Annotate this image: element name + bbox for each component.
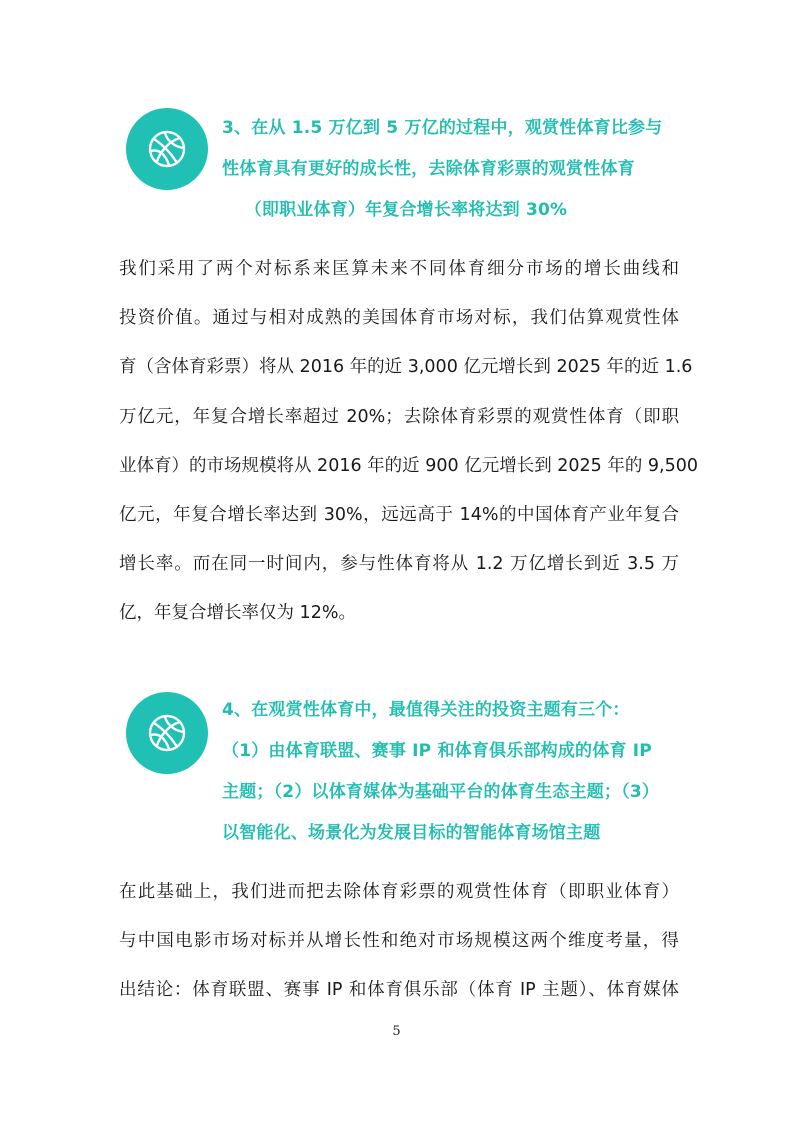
paragraph-line: 投资价值。通过与相对成熟的美国体育市场对标，我们估算观赏性体 — [119, 308, 679, 329]
basketball-icon — [126, 108, 208, 190]
page-number: 5 — [392, 1024, 401, 1039]
title-line: 以智能化、场景化为发展目标的智能体育场馆主题 — [222, 823, 601, 843]
title-line: 3、在从 1.5 万亿到 5 万亿的过程中，观赏性体育比参与 — [222, 118, 663, 138]
section-3-paragraph — [119, 245, 699, 639]
paragraph-line: 亿元，年复合增长率达到 30%，远远高于 14%的中国体育产业年复合 — [119, 505, 679, 526]
title-line: （1）由体育联盟、赛事 IP 和体育俱乐部构成的体育 IP — [222, 741, 652, 761]
paragraph-line: 在此基础上，我们进而把去除体育彩票的观赏性体育（即职业体育） — [119, 882, 679, 902]
paragraph-line: 万亿元，年复合增长率超过 20%；去除体育彩票的观赏性体育（即职 — [119, 406, 679, 427]
section-4-paragraph — [119, 868, 679, 1016]
paragraph-line: 增长率。而在同一时间内，参与性体育将从 1.2 万亿增长到近 3.5 万 — [119, 554, 679, 575]
basketball-icon — [126, 692, 208, 774]
section-3-title — [222, 108, 686, 231]
title-line: 主题；（2）以体育媒体为基础平台的体育生态主题；（3） — [222, 782, 660, 802]
paragraph-line: 育（含体育彩票）将从 2016 年的近 3,000 亿元增长到 2025 年的近 1.6 — [119, 357, 693, 378]
paragraph-line: 我们采用了两个对标系来匡算未来不同体育细分市场的增长曲线和 — [119, 259, 679, 279]
title-line: （即职业体育）年复合增长率将达到 30% — [244, 200, 568, 220]
paragraph-line: 业体育）的市场规模将从 2016 年的近 900 亿元增长到 2025 年的 9,500 — [119, 455, 699, 476]
paragraph-line: 出结论：体育联盟、赛事 IP 和体育俱乐部（体育 IP 主题）、体育媒体 — [119, 980, 679, 1001]
paragraph-line: 亿，年复合增长率仅为 12%。 — [119, 603, 356, 624]
section-4-title — [222, 690, 686, 854]
paragraph-line: 与中国电影市场对标并从增长性和绝对市场规模这两个维度考量，得 — [119, 931, 679, 952]
title-line: 性体育具有更好的成长性，去除体育彩票的观赏性体育 — [222, 159, 635, 179]
title-line: 4、在观赏性体育中，最值得关注的投资主题有三个： — [222, 700, 630, 720]
